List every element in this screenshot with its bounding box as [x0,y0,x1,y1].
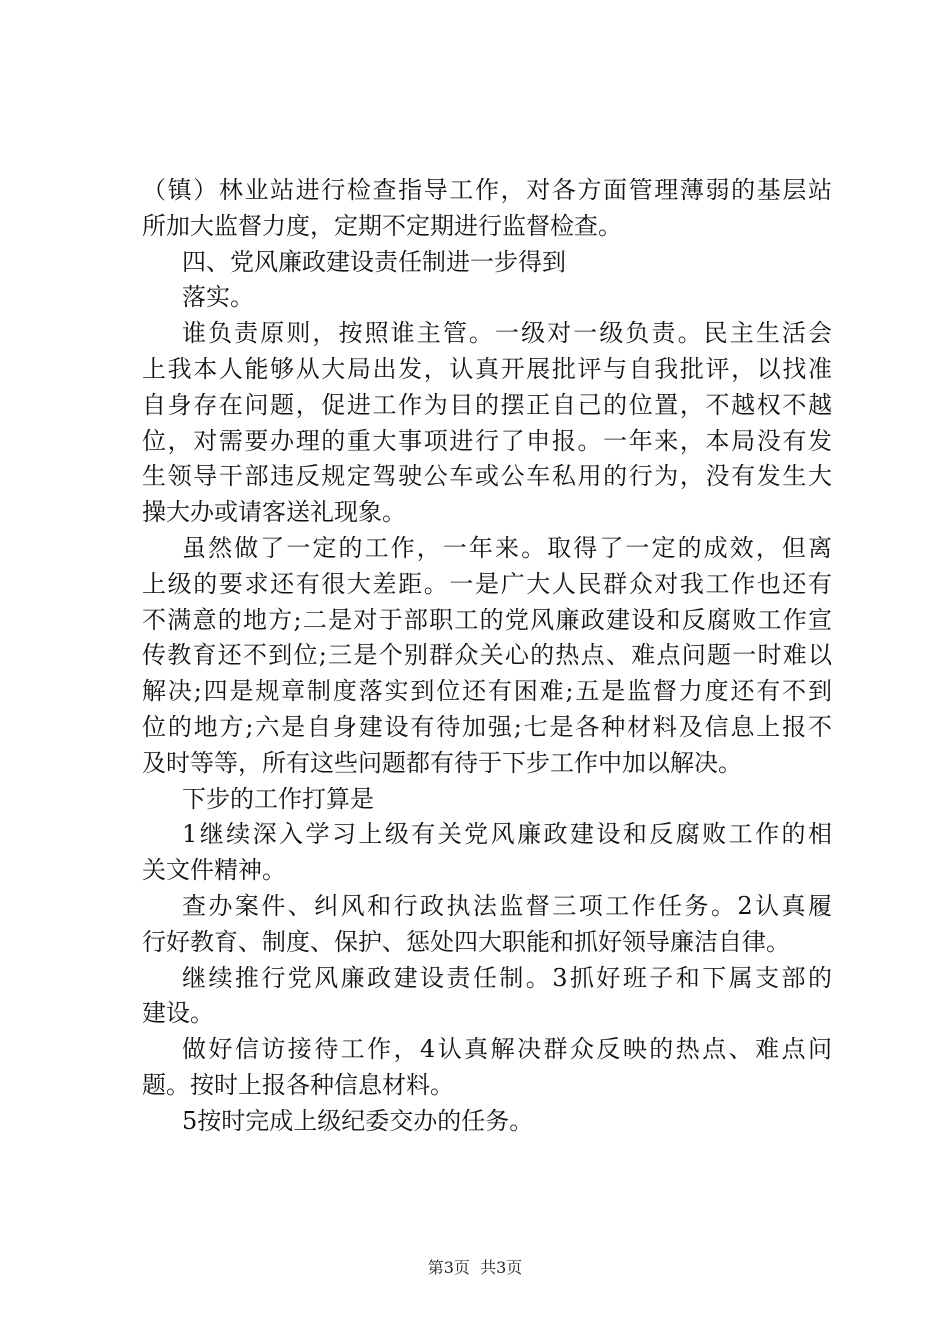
text-line: 查办案件、纠风和行政执法监督三项工作任务。2认真履 [182,892,832,920]
text-line: 位的地方;六是自身建设有待加强;七是各种材料及信息上报不 [142,713,832,741]
text-line: 下步的工作打算是 [182,784,374,813]
page-number: 第3页 共3页 [427,1258,523,1277]
text-line: 虽然做了一定的工作，一年来。取得了一定的成效，但离 [182,534,832,562]
text-line: 行好教育、制度、保护、惩处四大职能和抓好领导廉洁自律。 [142,927,790,956]
text-line: 谁负责原则，按照谁主管。一级对一级负责。民主生活会 [182,319,832,348]
text-line: 传教育还不到位;三是个别群众关心的热点、难点问题一时难以 [142,641,832,670]
text-line: 上级的要求还有很大差距。一是广大人民群众对我工作也还有 [142,569,832,598]
text-line: 题。按时上报各种信息材料。 [142,1071,454,1099]
text-line: 建设。 [142,999,214,1028]
page-footer [0,1256,950,1280]
text-line: 四、党风廉政建设责任制进一步得到 [182,247,566,276]
text-line: （镇）林业站进行检查指导工作，对各方面管理薄弱的基层站 [142,176,832,204]
text-line: 不满意的地方;二是对于部职工的党风廉政建设和反腐败工作宣 [142,605,832,634]
text-line: 1继续深入学习上级有关党风廉政建设和反腐败工作的相 [182,820,832,849]
text-line: 继续推行党风廉政建设责任制。3抓好班子和下属支部的 [182,963,832,992]
text-line: 5按时完成上级纪委交办的任务。 [182,1106,534,1135]
text-line: 解决;四是规章制度落实到位还有困难;五是监督力度还有不到 [142,677,832,706]
text-line: 生领导干部违反规定驾驶公车或公车私用的行为，没有发生大 [142,462,832,491]
text-line: 落实。 [182,283,254,312]
text-line: 及时等等，所有这些问题都有待于下步工作中加以解决。 [142,748,742,777]
text-line: 上我本人能够从大局出发，认真开展批评与自我批评，以找准 [142,355,832,383]
text-line: 自身存在问题，促进工作为目的摆正自己的位置，不越权不越 [142,390,832,419]
text-line: 位，对需要办理的重大事项进行了申报。一年来，本局没有发 [142,426,832,455]
text-line: 所加大监督力度，定期不定期进行监督检查。 [142,211,622,240]
text-line: 关文件精神。 [142,856,286,885]
text-line: 操大办或请客送礼现象。 [142,498,406,527]
text-line: 做好信访接待工作，4认真解决群众反映的热点、难点问 [182,1035,832,1064]
